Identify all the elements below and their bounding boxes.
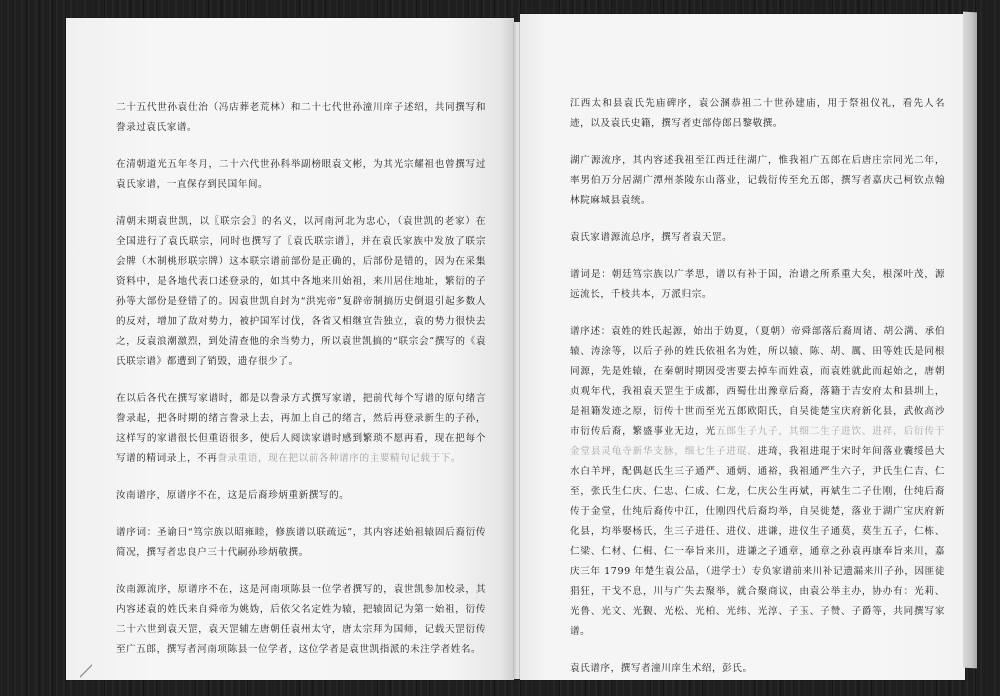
paragraph: 清朝末期袁世凯，以〖联宗会〗的名义，以河南河北为忠心，（袁世凯的老家）在全国进行了袁氏联宗，同时也撰写了〖袁氏联宗谱〗，并在袁氏家族中发放了联宗会牌（木制桃形联宗牌）这本联宗谱前部份是正确的，后部份是错的，因为在采集资料中，是各地代表口述登录的，如其中各地来川始祖，来川居住地址，繁衍的子孙等大部份是登错了的。因袁世凯自封为“洪宪帝”复辟帝制搞历史倒退引起多数人的反对，增加了敌对势力，被护国军讨伐，各省又相继宣告独立，袁的势力很快去之，反袁浪潮激烈，到处清查他的余当势力，所以袁世凯搞的“联宗会”撰写的《袁氏联宗谱》都遭到了销毁，遗存很少了。: [116, 216, 486, 367]
paragraph: 汝南谱序，原谱序不在，这是后裔珍炳重新撰写的。: [116, 490, 350, 501]
paragraph: 湖广源流序，其内容述我祖至江西迁往湖广，惟我祖广五郎在后唐庄宗同光二年，率男伯万分居湖广潭州茶陵东山落业，记载衍传至允五郎，撰写者嘉庆己柯钦点翰林院麻城县袁统。: [570, 155, 945, 206]
page-crease-mark: [80, 662, 92, 680]
paragraph: 汝南源流序，原谱序不在，这是河南项陈县一位学者撰写的，袁世凯参加校录，其内容述袁的姓氏来自舜帝为姚妫，后依父名定姓为辕，把辕固记为第一始祖，衍传二十六世到袁天罡，袁天罡辅左唐朝任袁州太守，唐太宗拜为国师，记载天罡衍传至广五郎，撰写者河南项陈县一位学者，这位学者是袁世凯指派的未注学者姓名。: [116, 584, 486, 655]
paragraph-text: 进琦，我祖进琨于宋时年间落业囊绥邑大水白羊坪，配偶赵氏生三子通严、通炳、通裕，我祖通严生六子，尹氏生仁吉、仁至，张氏生仁庆、仁忠、仁成、仁龙，仁庆公生再斌，再斌生二子仕刚，仕纯后裔传于金堂，仕纯后裔传中江，仕刚四代后裔均举，自吴徙楚，落业于湖广宝庆府新化县，均举娶杨氏，生三子进任、进仪、进谦，进仪生子通莫，莫生五子，仁栋、仁梁、仁材、仁楫、仁一奉旨来川，进谦之子通章，通章之孙袁再康奉旨来川，嘉庆三年 1799 年楚生袁公品，（进学士）专负家谱前来川补记遗漏来川子孙，因匪徒猖狂，干戈不息，川与广失去聚举，就合聚商议，由袁公举主办，协办有：光莉、光鲁、光文、光觐、光松、光柏、光纬、光淳、子玉、子赞、子爵等，共同撰写家谱。: [570, 446, 945, 637]
paragraph: 江西太和县袁氏先庙碑序，袁公溷恭祖二十世孙建庙，用于祭祖仪礼，看先人名迹，以及袁氏史籍，撰写者吏部侍郎吕黎敬撰。: [570, 98, 945, 129]
paragraph: 谱词是：朝廷笃宗族以广孝思，谱以有补于国，治谱之所系重大矣，根深叶茂，源远流长，千枝共本，万派归宗。: [570, 269, 945, 300]
paragraph-text: 谱序述：袁姓的姓氏起源，始出于妫夏，（夏朝）帝舜部落后裔周诸、胡公满、承伯辕、涛涂等，以后子孙的姓氏依祖名为姓，所以辕、陈、胡、厲、田等姓氏是同根同源，先是姓辕，在秦朝时期因受害要去掉车而姓袁，而袁姓就此而起始之，唐朝贞观年代，我祖袁天罡生于成都，西蜀仕出豫章后裔，落籍于吉安府太和县圳上，是祖籍发迹之原，衍传十世而至光五郎欧阳氏，自吴徙楚宝庆府新化县，武攸高沙市衍传后裔，繁盛事业无边，光: [570, 326, 945, 437]
paragraph: 袁氏家谱源流总序，撰写者袁天罡。: [570, 232, 733, 243]
paragraph: 二十五代世孙袁仕治（冯店葬老荒林）和二十七代世孙潼川庠子述绍，共同撰写和誊录过袁氏家谱。: [116, 102, 486, 133]
page-stack-edge: [963, 12, 977, 669]
faded-text: 誊录重语，现在把以前各种谱序的主要精句记载于下。: [217, 453, 461, 464]
faded-text: 五郎生子九子，其细二生子进饮、进祥，后衍传于金堂县灵龟寺新华支脉，细七生子进琨、: [570, 426, 945, 457]
paragraph: 袁氏谱序，撰写者潼川庠生术绍，彭氏。: [570, 663, 753, 674]
paragraph: [116, 389, 486, 469]
paragraph: 在清朝道光五年冬月，二十六代世孙科举副榜眼袁文彬，为其光宗耀祖也曾撰写过袁氏家谱，一直保存到民国年间。: [116, 159, 486, 190]
left-page-text: [116, 98, 486, 677]
right-page-text: [570, 94, 945, 696]
paragraph: 谱序词：圣谕曰“笃宗族以昭雍睦，修族谱以联疏远”，其内容述始祖辕固后裔衍传简况，撰写者忠良户三十代嗣孙珍炳敬撰。: [116, 527, 486, 558]
paragraph: [570, 322, 945, 642]
paragraph-text: 在以后各代在撰写家谱时，都是以誊录方式撰写家谱，把前代每个写谱的原句绪言誊录起，把各时期的绪言誊录上去，再加上自己的绪言，然后再登录新生的子孙，这样写的家谱很长但重语很多，使后人阅读家谱时感到繁琐不愿再看，现在把每个写谱的精词录上，不再: [116, 393, 486, 464]
